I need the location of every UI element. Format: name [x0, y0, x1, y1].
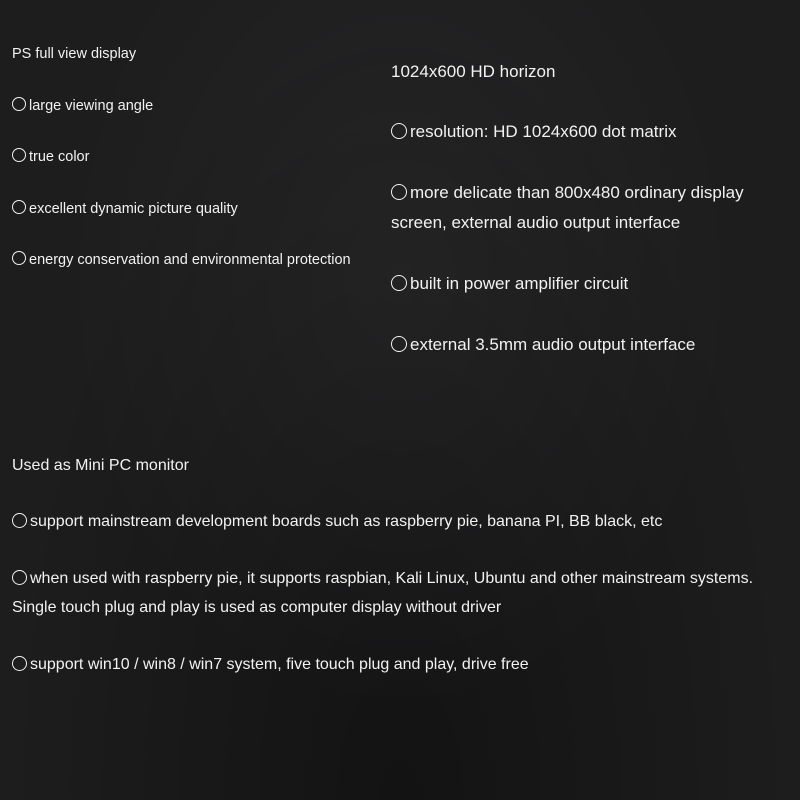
feature-text: external 3.5mm audio output interface: [410, 335, 696, 354]
circle-bullet-icon: [12, 200, 26, 214]
mini-pc-section: [12, 451, 782, 707]
feature-text: built in power amplifier circuit: [410, 274, 629, 293]
feature-text: support mainstream development boards such as raspberry pie, banana PI, BB black, etc: [30, 513, 663, 530]
feature-item: [12, 507, 782, 536]
feature-text: energy conservation and environmental protection: [29, 252, 351, 268]
circle-bullet-icon: [12, 251, 26, 265]
feature-item: [12, 650, 782, 679]
feature-item: [12, 199, 382, 219]
feature-item: [391, 269, 791, 299]
mini-pc-title: Used as Mini PC monitor: [12, 457, 189, 474]
circle-bullet-icon: [12, 513, 27, 528]
circle-bullet-icon: [391, 336, 407, 352]
feature-item: [12, 564, 782, 622]
circle-bullet-icon: [12, 570, 27, 585]
feature-text: excellent dynamic picture quality: [29, 200, 238, 217]
feature-item: [12, 147, 382, 167]
feature-item: [391, 330, 791, 360]
feature-item: [391, 117, 791, 147]
feature-item: [391, 178, 791, 238]
feature-text: true color: [29, 149, 90, 165]
display-features-panel: [12, 44, 382, 302]
feature-text: support win10 / win8 / win7 system, five touch plug and play, drive free: [30, 656, 529, 673]
circle-bullet-icon: [391, 184, 407, 200]
feature-text: large viewing angle: [29, 97, 154, 114]
circle-bullet-icon: [12, 656, 27, 671]
feature-text: more delicate than 800x480 ordinary display screen, external audio output interface: [391, 183, 744, 232]
circle-bullet-icon: [391, 123, 407, 139]
circle-bullet-icon: [12, 97, 26, 111]
resolution-features-title: 1024x600 HD horizon: [391, 62, 556, 81]
feature-text: resolution: HD 1024x600 dot matrix: [410, 122, 677, 141]
feature-text: when used with raspberry pie, it supports raspbian, Kali Linux, Ubuntu and other mainstream systems. Single touch plug and play is used as computer display without driver: [12, 570, 754, 616]
display-features-title: PS full view display: [12, 46, 137, 62]
circle-bullet-icon: [12, 148, 26, 162]
resolution-features-panel: [391, 57, 791, 391]
feature-item: [12, 96, 382, 116]
circle-bullet-icon: [391, 275, 407, 291]
feature-item: [12, 250, 382, 270]
